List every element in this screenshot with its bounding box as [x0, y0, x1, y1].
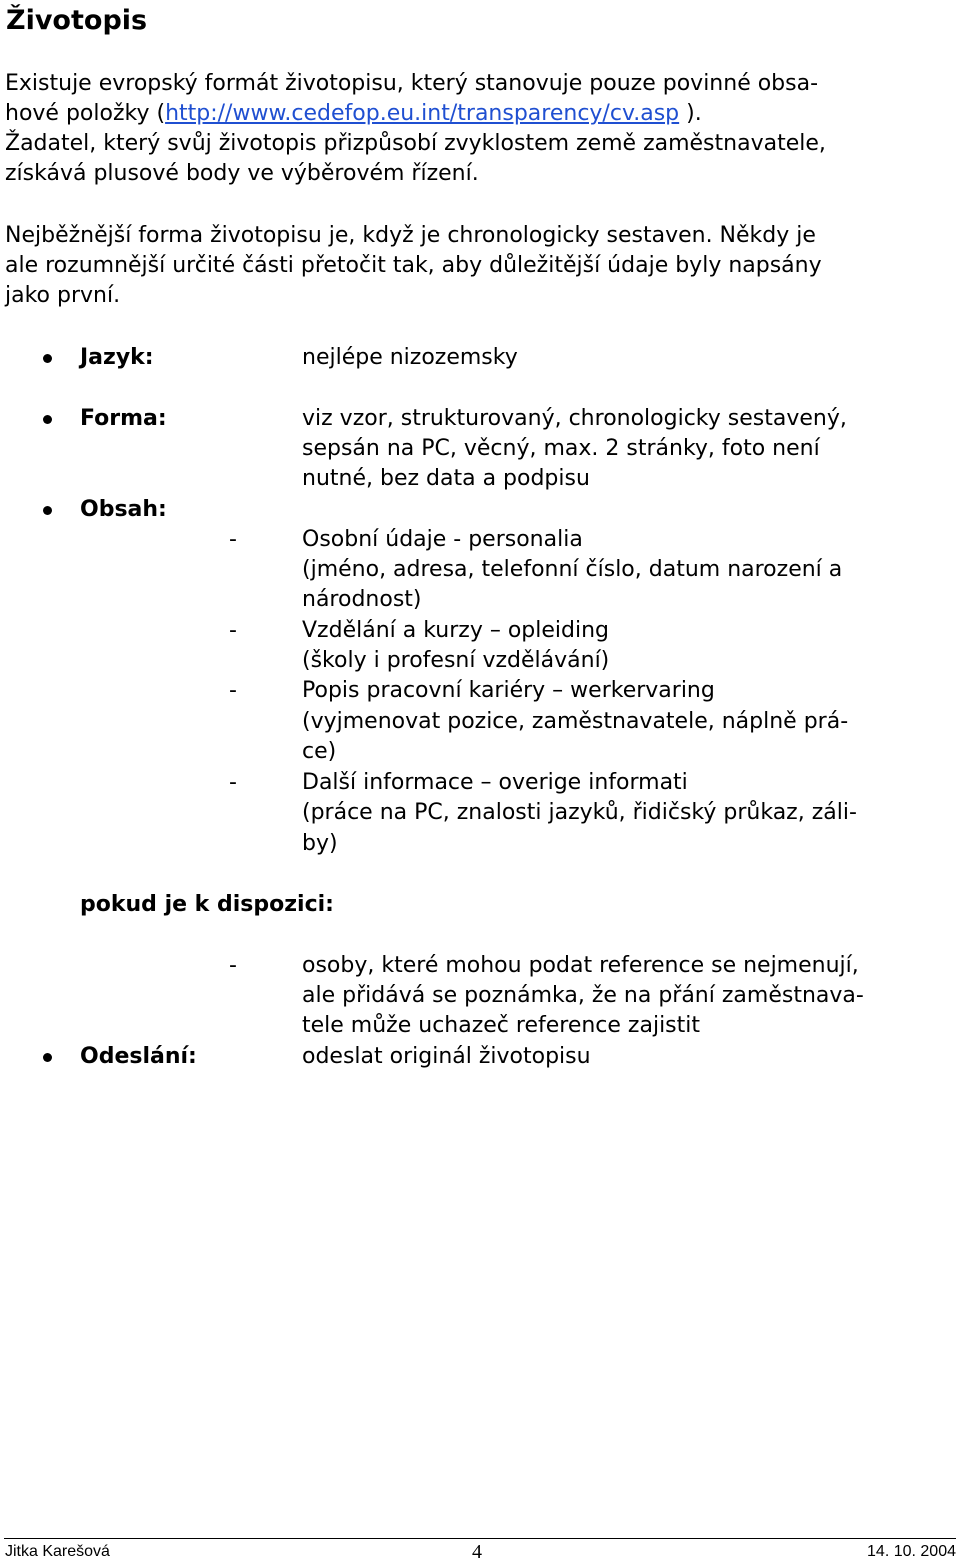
- chronology-line-1: [5, 221, 816, 251]
- jazyk-label: Jazyk:: [80, 345, 154, 370]
- chronology-text-3: jako první.: [5, 283, 121, 308]
- obsah-dash: -: [229, 770, 237, 795]
- obsah-entry-2-line-2: (školy i profesní vzdělávání): [302, 648, 610, 673]
- page-title: Životopis: [6, 5, 148, 36]
- obsah-entry-1-line-2: (jméno, adresa, telefonní číslo, datum narození a: [302, 557, 843, 582]
- odeslani-label: Odeslání:: [80, 1044, 197, 1069]
- obsah-entry-3-line-3: ce): [302, 739, 337, 764]
- obsah-entry-4-line-2: (práce na PC, znalosti jazyků, řidičský průkaz, záli-: [302, 800, 857, 825]
- chronology-line-2: [5, 251, 822, 281]
- intro-text-3: Žadatel, který svůj životopis přizpůsobí zvyklostem země zaměstnavatele,: [5, 131, 826, 156]
- footer-date: 14. 10. 2004: [867, 1543, 956, 1560]
- intro-text-1: Existuje evropský formát životopisu, který stanovuje pouze povinné obsa-: [5, 71, 819, 96]
- chronology-text-1: Nejběžnější forma životopisu je, když je chronologicky sestaven. Někdy je: [5, 223, 816, 248]
- intro-line-1: [5, 69, 818, 99]
- footer-divider: [4, 1538, 956, 1539]
- obsah-entry-3-line-2: (vyjmenovat pozice, zaměstnavatele, náplně prá-: [302, 709, 849, 734]
- intro-line-2: [5, 99, 702, 129]
- footer-page-number: 4: [472, 1541, 482, 1563]
- intro-suffix: ).: [679, 101, 702, 126]
- dispozice-label: pokud je k dispozici:: [80, 892, 334, 917]
- obsah-entry-2-line-1: Vzdělání a kurzy – opleiding: [302, 618, 609, 643]
- obsah-entry-1-line-3: národnost): [302, 587, 422, 612]
- cedefop-link[interactable]: http://www.cedefop.eu.int/transparency/cv.asp: [165, 101, 680, 126]
- obsah-entry-1-line-1: Osobní údaje - personalia: [302, 527, 583, 552]
- dispozice-dash: -: [229, 953, 237, 978]
- obsah-label: Obsah:: [80, 497, 167, 522]
- forma-value-line-1: viz vzor, strukturovaný, chronologicky sestavený,: [302, 406, 847, 431]
- footer-author: Jitka Karešová: [5, 1543, 110, 1560]
- dispozice-line-3: tele může uchazeč reference zajistit: [302, 1013, 701, 1038]
- obsah-dash: -: [229, 678, 237, 703]
- forma-value-line-3: nutné, bez data a podpisu: [302, 466, 590, 491]
- bullet-icon: [43, 354, 52, 363]
- jazyk-value: nejlépe nizozemsky: [302, 345, 518, 370]
- chronology-text-2: ale rozumnější určité části přetočit tak, aby důležitější údaje byly napsány: [5, 253, 822, 278]
- obsah-entry-4-line-3: by): [302, 831, 338, 856]
- bullet-icon: [43, 415, 52, 424]
- obsah-entry-4-line-1: Další informace – overige informati: [302, 770, 688, 795]
- bullet-icon: [43, 1053, 52, 1062]
- obsah-dash: -: [229, 527, 237, 552]
- dispozice-line-2: ale přidává se poznámka, že na přání zaměstnava-: [302, 983, 864, 1008]
- intro-prefix: hové položky (: [5, 101, 166, 126]
- dispozice-line-1: osoby, které mohou podat reference se nejmenují,: [302, 953, 859, 978]
- odeslani-value: odeslat originál životopisu: [302, 1044, 591, 1069]
- forma-value-line-2: sepsán na PC, věcný, max. 2 stránky, foto není: [302, 436, 820, 461]
- intro-line-3: [5, 129, 826, 159]
- obsah-dash: -: [229, 618, 237, 643]
- intro-line-4: [5, 159, 479, 189]
- obsah-entry-3-line-1: Popis pracovní kariéry – werkervaring: [302, 678, 715, 703]
- intro-text-4: získává plusové body ve výběrovém řízení.: [5, 161, 479, 186]
- chronology-line-3: [5, 281, 120, 311]
- bullet-icon: [43, 506, 52, 515]
- forma-label: Forma:: [80, 406, 167, 431]
